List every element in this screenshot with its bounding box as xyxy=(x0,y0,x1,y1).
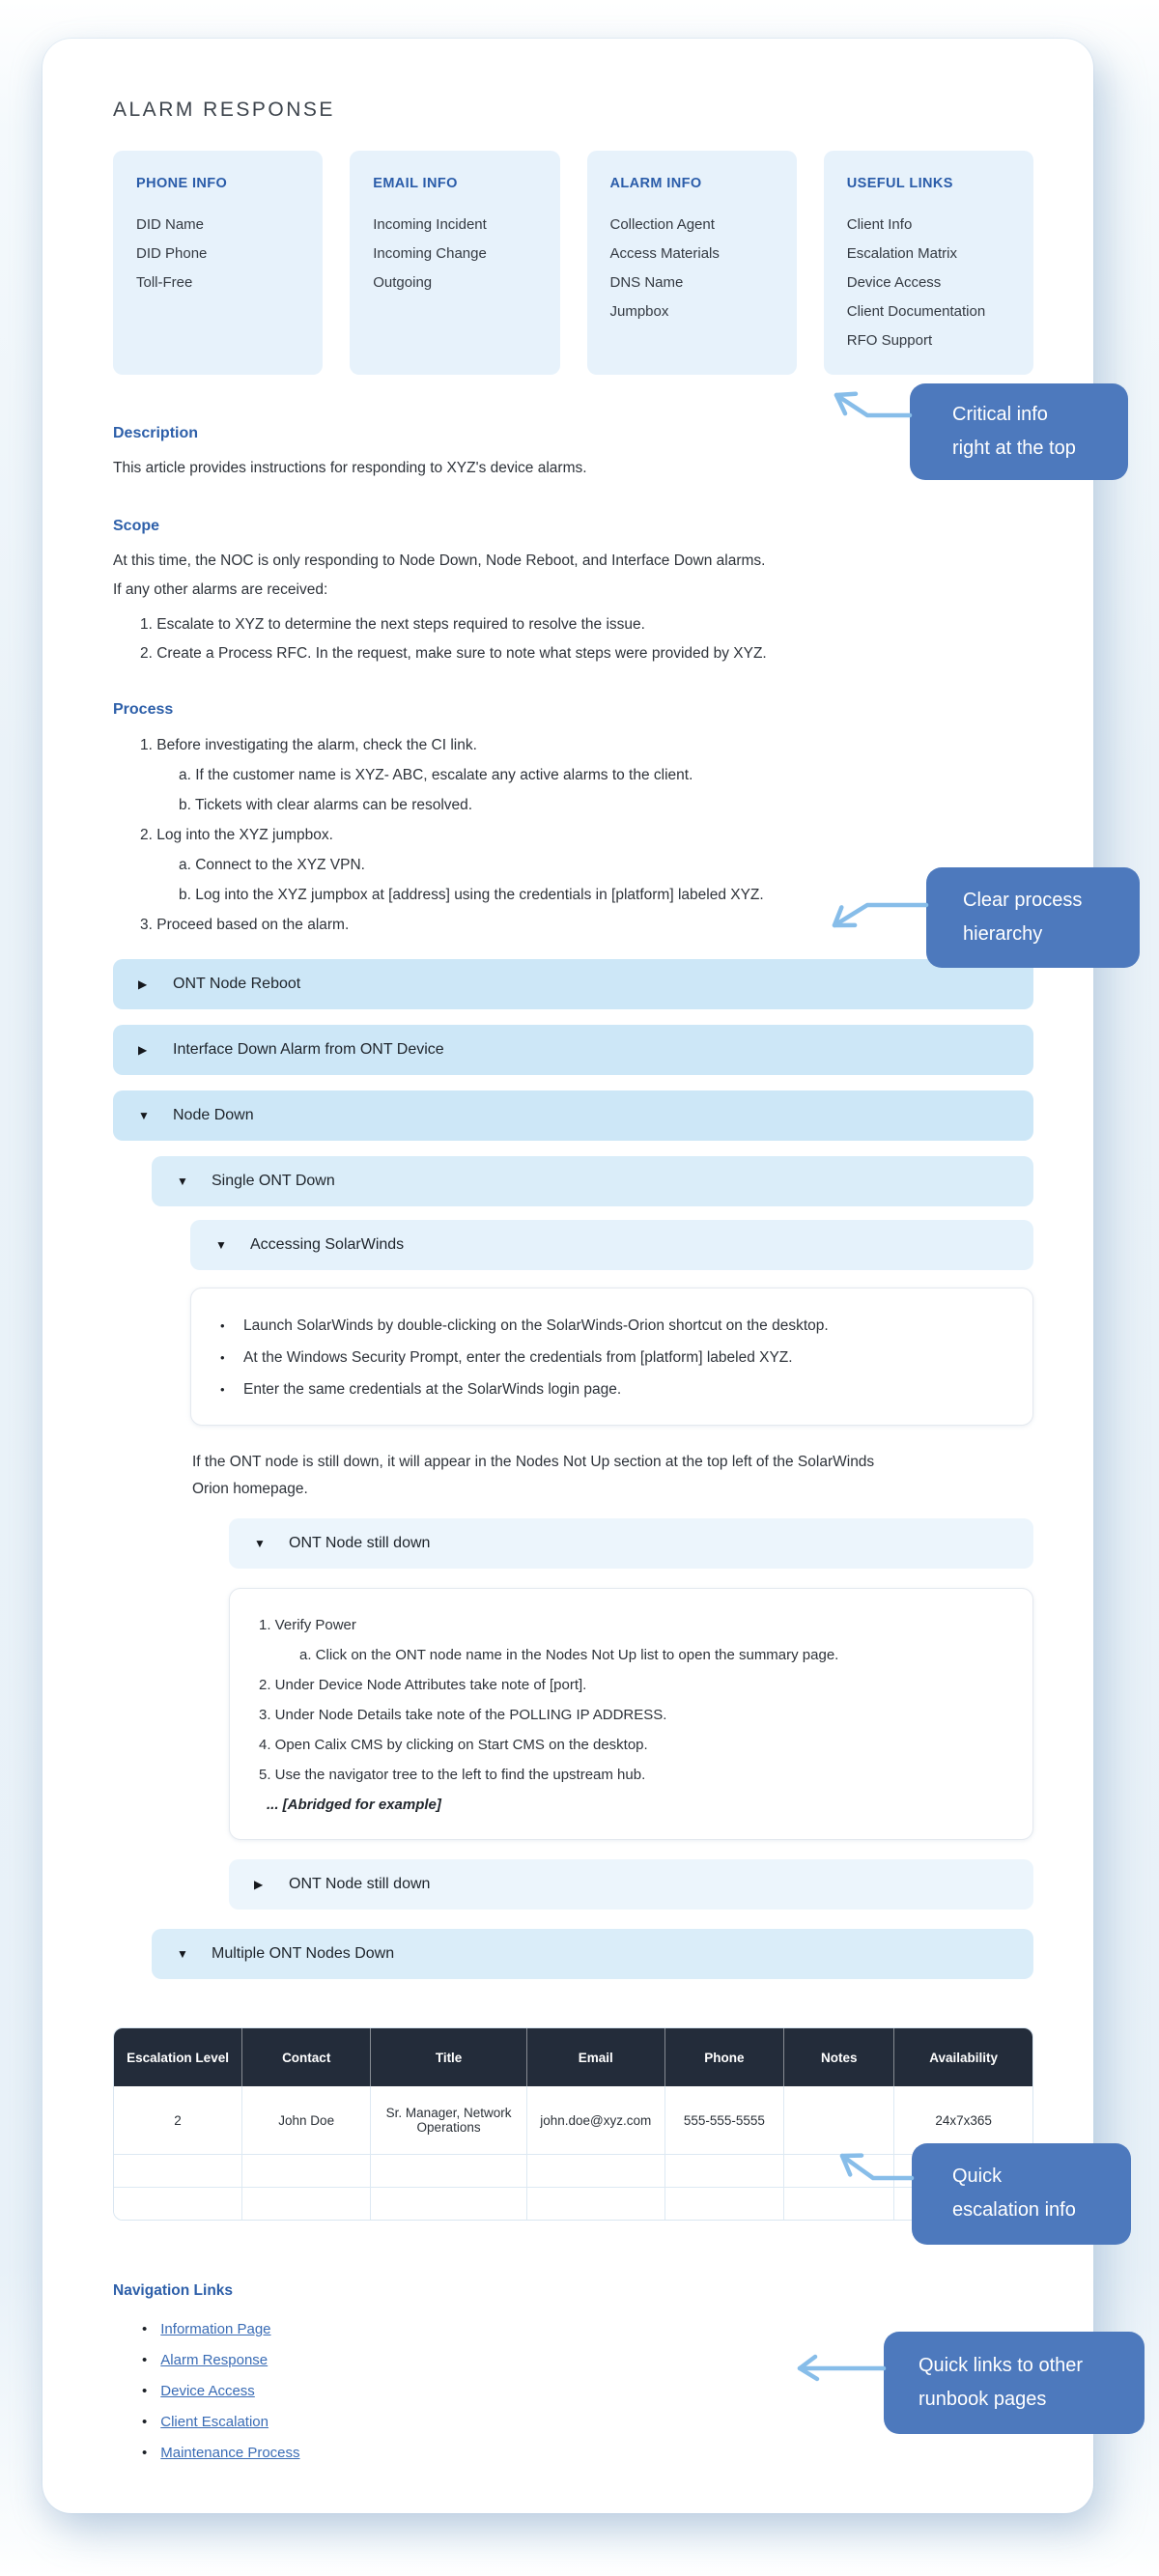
section-ont-still-down-collapsed[interactable]: ▶ ONT Node still down xyxy=(229,1859,1033,1910)
scope-heading: Scope xyxy=(113,518,160,534)
cell-notes xyxy=(784,2086,894,2154)
info-card-item: Incoming Change xyxy=(373,245,487,262)
info-card-alarm xyxy=(587,151,797,375)
info-cards-row xyxy=(113,151,1033,375)
verify-step: 2. Under Device Node Attributes take note of [port]. xyxy=(259,1677,587,1693)
bullet-icon: • xyxy=(142,2382,148,2399)
verify-step: 5. Use the navigator tree to the left to find the upstream hub. xyxy=(259,1767,646,1783)
bullet-item: • Launch SolarWinds by double-clicking on the SolarWinds-Orion shortcut on the desktop. xyxy=(220,1310,1004,1342)
caret-right-icon: ▶ xyxy=(138,1043,148,1057)
process-step: 2. Log into the XYZ jumpbox. xyxy=(140,827,333,843)
bullet-icon: • xyxy=(142,2320,148,2337)
cell-phone: 555-555-5555 xyxy=(665,2086,785,2154)
link-client-escalation[interactable]: Client Escalation xyxy=(160,2413,269,2430)
cell-escalation-level: 2 xyxy=(114,2086,242,2154)
description-heading: Description xyxy=(113,425,199,441)
info-card-links xyxy=(824,151,1033,375)
info-card-item: DNS Name xyxy=(609,274,684,291)
col-availability: Availability xyxy=(894,2028,1032,2086)
caret-right-icon: ▶ xyxy=(138,977,148,991)
info-card-item: Escalation Matrix xyxy=(846,245,957,262)
section-accessing-solarwinds[interactable]: ▼ Accessing SolarWinds xyxy=(190,1220,1033,1270)
verify-step: 3. Under Node Details take note of the POLLING IP ADDRESS. xyxy=(259,1707,667,1723)
bullet-icon: • xyxy=(142,2444,148,2461)
table-header-row xyxy=(114,2028,1032,2086)
cell-title: Sr. Manager, Network Operations xyxy=(371,2086,527,2154)
info-card-phone xyxy=(113,151,323,375)
page-title: ALARM RESPONSE xyxy=(113,99,335,121)
callout-process-hierarchy: Clear process hierarchy xyxy=(926,867,1140,968)
scope-step: 1. Escalate to XYZ to determine the next steps required to resolve the issue. xyxy=(140,616,645,633)
info-card-title: PHONE INFO xyxy=(136,176,228,191)
caret-down-icon: ▼ xyxy=(177,1175,188,1188)
col-title: Title xyxy=(371,2028,527,2086)
cell-availability: 24x7x365 xyxy=(894,2086,1032,2154)
callout-critical-info: Critical info right at the top xyxy=(910,383,1128,480)
link-device-access[interactable]: Device Access xyxy=(160,2382,255,2399)
solarwinds-steps-box xyxy=(190,1288,1033,1426)
section-multiple-ont-down[interactable]: ▼ Multiple ONT Nodes Down xyxy=(152,1929,1033,1979)
info-card-item: Access Materials xyxy=(609,245,720,262)
bullet-icon: • xyxy=(220,1318,225,1333)
navigation-links-heading: Navigation Links xyxy=(113,2282,234,2299)
bullet-item: • Enter the same credentials at the SolarWinds login page. xyxy=(220,1373,1004,1405)
caret-down-icon: ▼ xyxy=(138,1109,150,1122)
section-ont-node-reboot[interactable]: ▶ ONT Node Reboot xyxy=(113,959,1033,1009)
info-card-title: USEFUL LINKS xyxy=(846,176,953,191)
col-email: Email xyxy=(527,2028,665,2086)
scope-line: If any other alarms are received: xyxy=(113,581,328,598)
col-phone: Phone xyxy=(665,2028,785,2086)
process-step: 1. Before investigating the alarm, check the CI link. xyxy=(140,737,477,753)
info-card-title: EMAIL INFO xyxy=(373,176,458,191)
link-alarm-response[interactable]: Alarm Response xyxy=(160,2351,269,2368)
section-single-ont-down[interactable]: ▼ Single ONT Down xyxy=(152,1156,1033,1206)
cell-contact: John Doe xyxy=(242,2086,371,2154)
bullet-item: • At the Windows Security Prompt, enter the credentials from [platform] labeled XYZ. xyxy=(220,1342,1004,1373)
description-body: This article provides instructions for responding to XYZ's device alarms. xyxy=(113,460,587,476)
process-list xyxy=(113,730,1033,940)
cell-email: john.doe@xyz.com xyxy=(527,2086,665,2154)
table-row xyxy=(114,2187,1032,2220)
info-card-item: Client Info xyxy=(846,216,913,233)
info-card-item: DID Name xyxy=(136,216,205,233)
callout-quick-links: Quick links to other runbook pages xyxy=(884,2332,1145,2434)
link-maintenance-process[interactable]: Maintenance Process xyxy=(160,2444,300,2461)
table-row xyxy=(114,2154,1032,2187)
col-contact: Contact xyxy=(242,2028,371,2086)
info-card-item: Toll-Free xyxy=(136,274,193,291)
info-card-item: Device Access xyxy=(846,274,942,291)
bullet-icon: • xyxy=(220,1350,225,1365)
section-ont-still-down-expanded[interactable]: ▼ ONT Node still down xyxy=(229,1518,1033,1569)
process-substep: b. Tickets with clear alarms can be resolved. xyxy=(179,797,473,813)
nav-item xyxy=(113,2437,1033,2468)
alarm-sections xyxy=(113,959,1033,1979)
col-escalation-level: Escalation Level xyxy=(114,2028,242,2086)
col-notes: Notes xyxy=(784,2028,894,2086)
process-step: 3. Proceed based on the alarm. xyxy=(140,917,350,933)
info-card-item: Incoming Incident xyxy=(373,216,487,233)
table-row xyxy=(114,2086,1032,2154)
escalation-table xyxy=(113,2027,1033,2221)
info-card-item: DID Phone xyxy=(136,245,208,262)
info-card-item: Client Documentation xyxy=(846,303,986,320)
section-node-down[interactable]: ▼ Node Down xyxy=(113,1090,1033,1141)
link-information-page[interactable]: Information Page xyxy=(160,2320,271,2337)
process-heading: Process xyxy=(113,701,174,718)
scope-step: 2. Create a Process RFC. In the request, make sure to note what steps were provided by XYZ. xyxy=(140,645,767,662)
scope-line: At this time, the NOC is only responding to Node Down, Node Reboot, and Interface Down alarms. xyxy=(113,552,766,569)
callout-quick-escalation: Quick escalation info xyxy=(912,2143,1131,2245)
bullet-icon: • xyxy=(142,2351,148,2368)
process-substep: b. Log into the XYZ jumpbox at [address] using the credentials in [platform] labeled XYZ. xyxy=(179,887,764,903)
section-interface-down[interactable]: ▶ Interface Down Alarm from ONT Device xyxy=(113,1025,1033,1075)
caret-down-icon: ▼ xyxy=(177,1947,188,1961)
info-card-item: Collection Agent xyxy=(609,216,715,233)
caret-right-icon: ▶ xyxy=(254,1878,264,1891)
info-card-email xyxy=(350,151,559,375)
verify-step: 4. Open Calix CMS by clicking on Start CMS on the desktop. xyxy=(259,1737,648,1753)
caret-down-icon: ▼ xyxy=(254,1537,266,1550)
info-card-item: Outgoing xyxy=(373,274,433,291)
process-substep: a. If the customer name is XYZ- ABC, escalate any active alarms to the client. xyxy=(179,767,693,783)
verify-substep: a. Click on the ONT node name in the Nodes Not Up list to open the summary page. xyxy=(299,1647,839,1663)
info-card-title: ALARM INFO xyxy=(609,176,702,191)
still-down-note: If the ONT node is still down, it will appear in the Nodes Not Up section at the top left of the SolarWinds Orion homepage. xyxy=(192,1454,875,1497)
process-substep: a. Connect to the XYZ VPN. xyxy=(179,857,365,873)
verify-step: 1. Verify Power xyxy=(259,1617,356,1633)
info-card-item: RFO Support xyxy=(846,332,933,349)
bullet-icon: • xyxy=(220,1382,225,1397)
bullet-icon: • xyxy=(142,2413,148,2430)
abridged-note: ... [Abridged for example] xyxy=(267,1797,441,1813)
caret-down-icon: ▼ xyxy=(215,1238,227,1252)
verify-power-box xyxy=(229,1588,1033,1840)
info-card-item: Jumpbox xyxy=(609,303,669,320)
